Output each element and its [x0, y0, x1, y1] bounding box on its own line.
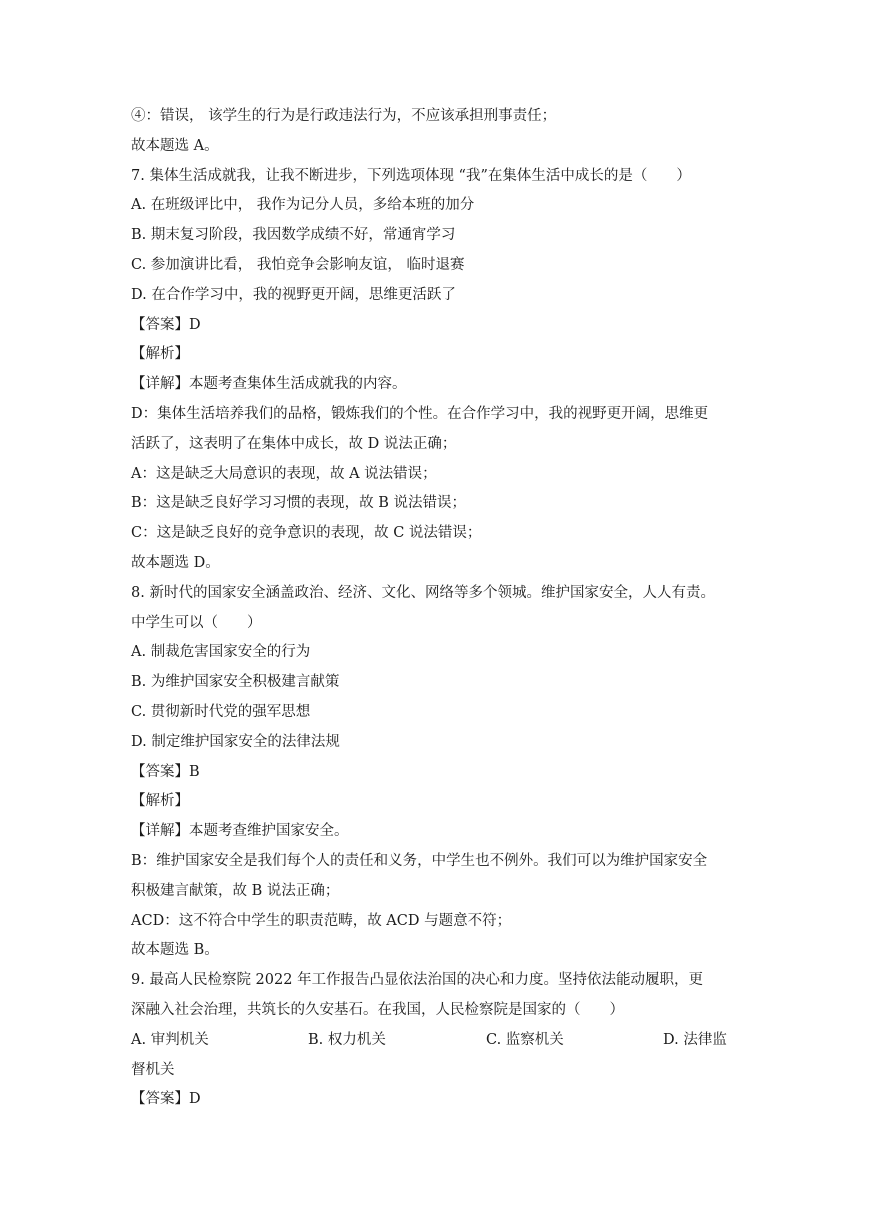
question-9-stem: 深融入社会治理，共筑长的久安基石。在我国，人民检察院是国家的（ ）	[131, 1001, 624, 1018]
question-7-option-c: C. 参加演讲比看， 我怕竞争会影响友谊， 临时退赛	[131, 256, 465, 273]
answer-label: 【答案】D	[131, 316, 201, 333]
question-7-option-a: A. 在班级评比中， 我作为记分人员，多给本班的加分	[131, 197, 475, 214]
question-8-option-d: D. 制定维护国家安全的法律法规	[131, 733, 340, 750]
explanation-line: A：这是缺乏大局意识的表现，故 A 说法错误；	[131, 465, 437, 482]
question-7-option-b: B. 期末复习阶段，我因数学成绩不好，常通宵学习	[131, 227, 456, 244]
explanation-line: 积极建言献策，故 B 说法正确；	[131, 882, 340, 899]
analysis-label: 【解析】	[131, 793, 189, 810]
text-line: 故本题选 A。	[131, 137, 219, 154]
question-9-option-d: D. 法律监	[663, 1031, 727, 1048]
question-7-stem: 7. 集体生活成就我，让我不断进步，下列选项体现 “我”在集体生活中成长的是（ ）	[131, 167, 691, 184]
answer-label: 【答案】B	[131, 763, 200, 780]
question-9-options	[131, 1026, 741, 1056]
explanation-line: B：维护国家安全是我们每个人的责任和义务，中学生也不例外。我们可以为维护国家安全	[131, 852, 708, 869]
question-9-stem: 9. 最高人民检察院 2022 年工作报告凸显依法治国的决心和力度。坚持依法能动履职，更	[131, 972, 704, 989]
answer-label: 【答案】D	[131, 1091, 201, 1108]
question-8-option-b: B. 为维护国家安全积极建言献策	[131, 674, 340, 691]
text-line: 故本题选 D。	[131, 554, 220, 571]
text-line: 故本题选 B。	[131, 942, 219, 959]
question-8-option-a: A. 制裁危害国家安全的行为	[131, 644, 311, 661]
explanation-line: D：集体生活培养我们的品格，锻炼我们的个性。在合作学习中，我的视野更开阔，思维更	[131, 405, 709, 422]
explanation-line: 【详解】本题考查维护国家安全。	[131, 823, 349, 840]
question-8-option-c: C. 贯彻新时代党的强军思想	[131, 703, 311, 720]
explanation-line: B：这是缺乏良好学习习惯的表现，故 B 说法错误；	[131, 495, 467, 512]
analysis-label: 【解析】	[131, 346, 189, 363]
explanation-line: 【详解】本题考查集体生活成就我的内容。	[131, 376, 407, 393]
question-9-option-d-continued: 督机关	[131, 1061, 175, 1078]
question-9-option-b: B. 权力机关	[308, 1031, 386, 1048]
explanation-line: ACD：这不符合中学生的职责范畴，故 ACD 与题意不符；	[131, 912, 512, 929]
explanation-line: C：这是缺乏良好的竞争意识的表现，故 C 说法错误；	[131, 525, 482, 542]
question-9-option-c: C. 监察机关	[486, 1031, 564, 1048]
question-8-stem: 中学生可以（ ）	[131, 614, 262, 631]
question-9-option-a: A. 审判机关	[131, 1031, 209, 1048]
explanation-line: 活跃了，这表明了在集体中成长，故 D 说法正确；	[131, 435, 457, 452]
question-8-stem: 8. 新时代的国家安全涵盖政治、经济、文化、网络等多个领城。维护国家安全，人人有责。	[131, 584, 715, 601]
question-7-option-d: D. 在合作学习中，我的视野更开阔，思维更活跃了	[131, 286, 456, 303]
document-body	[131, 102, 741, 1115]
text-line: ④：错误， 该学生的行为是行政违法行为，不应该承担刑事责任；	[131, 108, 557, 124]
